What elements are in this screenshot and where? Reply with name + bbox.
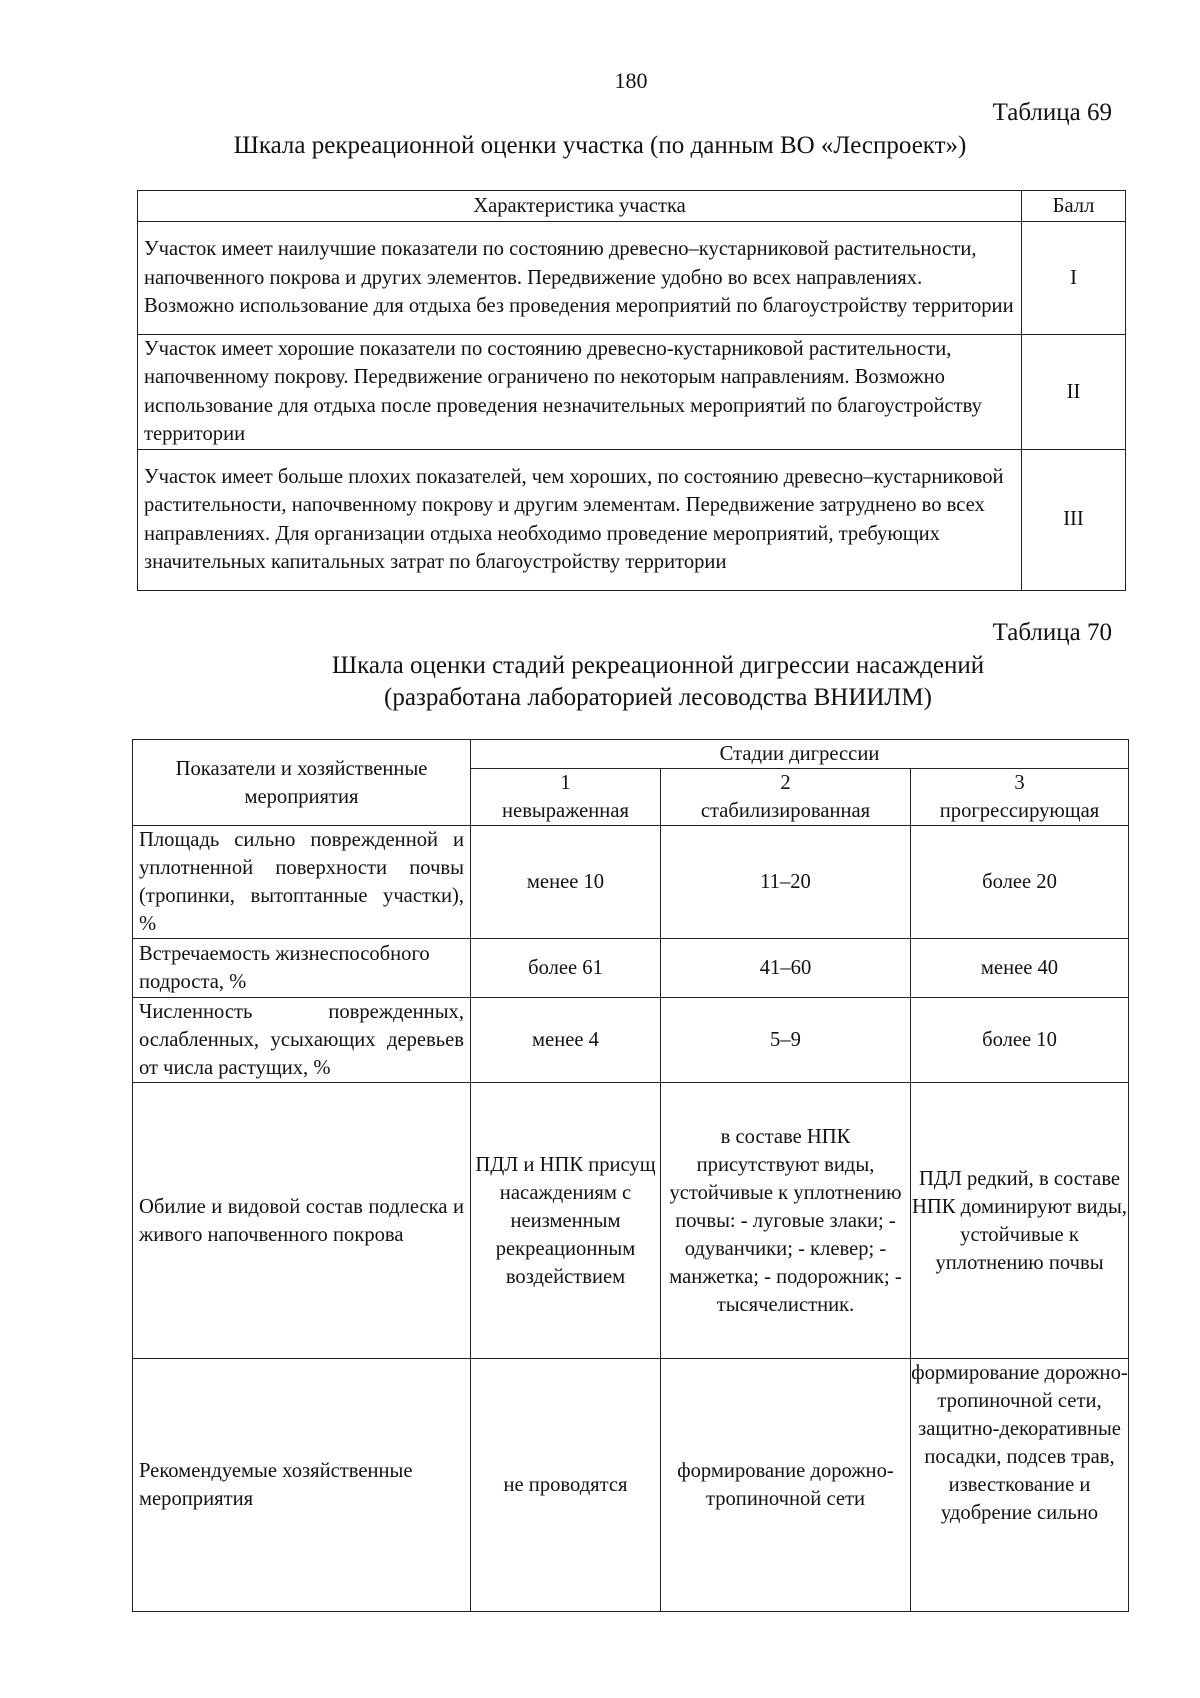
row-stage-2: 41–60 [661,939,911,998]
row-description: Участок имеет хорошие показатели по состоянию древесно-кустарниковой растительности, напочвенному покрову. Передвижение ограничено по некоторым направлениям. Возможно использование для отдыха после проведения незначительных мероприятий по благоустройству территории [138,335,1022,450]
row-stage-3: более 20 [911,826,1129,939]
row-stage-1: более 61 [471,939,661,998]
row-indicator: Рекомендуемые хозяйственные мероприятия [133,1359,471,1612]
row-score: II [1022,335,1126,450]
row-indicator: Численность поврежденных, ослабленных, усыхающих деревьев от числа растущих, % [133,998,471,1083]
table-row [133,1359,1129,1612]
row-stage-3: ПДЛ редкий, в составе НПК доминируют виды, устойчивые к уплотнению почвы [911,1083,1129,1359]
row-description: Участок имеет наилучшие показатели по состоянию древесно–кустарниковой растительности, напочвенного покрова и других элементов. Передвижение удобно во всех направлениях. Возможно использование для отдыха без проведения мероприятий по благоустройству территории [138,222,1022,335]
header-characteristic: Характеристика участка [138,191,1022,222]
row-stage-3: более 10 [911,998,1129,1083]
table-70-title-line2: (разработана лабораторией лесоводства ВНИИЛМ) [384,684,932,711]
header-stage-3 [911,769,1129,826]
row-stage-2: формирование дорожно-тропиночной сети [661,1359,911,1612]
table-row [138,335,1126,450]
header-score: Балл [1022,191,1126,222]
row-indicator: Обилие и видовой состав подлеска и живого напочвенного покрова [133,1083,471,1359]
table-header-row [133,740,1129,769]
page-number: 180 [614,68,648,93]
stage-number: 1 [560,772,571,794]
row-stage-2: в составе НПК присутствуют виды, устойчивые к уплотнению почвы: - луговые злаки; - одуванчики; - клевер; - манжетка; - подорожник; - тысячелистник. [661,1083,911,1359]
row-stage-1: ПДЛ и НПК присущ насаждениям с неизменным рекреационным воздействием [471,1083,661,1359]
table-header-row [138,191,1126,222]
row-score: I [1022,222,1126,335]
table-row [133,939,1129,998]
row-stage-2: 5–9 [661,998,911,1083]
stage-name: невыраженная [502,800,629,822]
row-indicator: Встречаемость жизнеспособного подроста, % [133,939,471,998]
table-70 [132,739,1129,1612]
header-stages: Стадии дигрессии [471,740,1129,769]
header-stage-1 [471,769,661,826]
table-row [133,1083,1129,1359]
stage-number: 3 [1014,772,1025,794]
table-69-label: Таблица 69 [992,99,1112,126]
table-69 [137,190,1126,591]
row-stage-2: 11–20 [661,826,911,939]
row-stage-1: менее 4 [471,998,661,1083]
row-score: III [1022,449,1126,590]
table-row [133,826,1129,939]
row-stage-1: менее 10 [471,826,661,939]
row-description: Участок имеет больше плохих показателей, чем хороших, по состоянию древесно–кустарниковой растительности, напочвенному покрову и другим элементам. Передвижение затруднено во всех направлениях. Для организации отдыха необходимо проведение мероприятий, требующих значительных капитальных затрат по благоустройству территории [138,449,1022,590]
stage-name: стабилизированная [700,800,871,822]
row-stage-1: не проводятся [471,1359,661,1612]
table-69-title: Шкала рекреационной оценки участка (по данным ВО «Леспроект») [233,132,967,159]
table-70-label: Таблица 70 [992,619,1112,646]
table-row [133,998,1129,1083]
table-row [138,449,1126,590]
stage-name: прогрессирующая [939,800,1100,822]
row-stage-3: формирование дорожно-тропиночной сети, защитно-декоративные посадки, подсев трав, известкование и удобрение сильно [911,1359,1129,1612]
stage-number: 2 [780,772,791,794]
header-stage-2 [661,769,911,826]
table-70-title-line1: Шкала оценки стадий рекреационной дигрессии насаждений [331,652,985,679]
row-stage-3: менее 40 [911,939,1129,998]
table-row [138,222,1126,335]
header-indicators: Показатели и хозяйственные мероприятия [133,740,471,826]
row-indicator: Площадь сильно поврежденной и уплотненной поверхности почвы (тропинки, вытоптанные участки), % [133,826,471,939]
